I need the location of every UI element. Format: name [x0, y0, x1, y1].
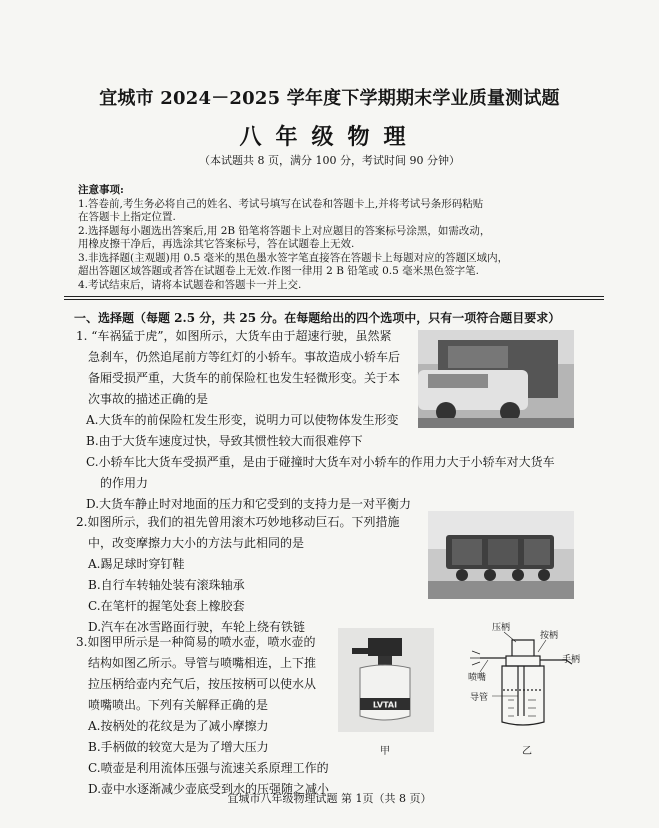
notice-heading: 注意事项: [78, 184, 124, 196]
question-3 [76, 632, 329, 800]
caption-left: 甲 [380, 746, 390, 757]
question-1-line: 备厢受损严重，大货车的前保险杠也发生轻微形变。关于本 [88, 371, 401, 385]
question-1-line: 次事故的描述正确的是 [88, 392, 209, 406]
spray-bottle-photo [338, 628, 434, 732]
divider-top [64, 296, 604, 297]
page-footer: 宜城市八年级物理试题 第 1页（共 8 页） [227, 792, 432, 805]
notice-block [78, 184, 598, 292]
caption-right: 乙 [522, 746, 532, 757]
bottle-brand-text: LVTAI [372, 700, 398, 710]
label-nozzle: 喷嘴 [468, 673, 487, 683]
question-3-option-d: D.壶中水逐渐减少壶底受到水的压强随之减小 [88, 782, 330, 796]
notice-line: 4.考试结束后，请将本试题卷和答题卡一并上交. [78, 278, 302, 291]
notice-line: 用橡皮擦干净后，再选涂其它答案标号，答在试题卷上无效. [78, 238, 355, 250]
notice-line: 3.非选择题(主观题)用 0.5 毫米的黑色墨水签字笔直接答在答题卡上每题对应的答题区域内， [78, 251, 509, 264]
exam-note: （本试题共 8 页，满分 100 分，考试时间 90 分钟） [199, 154, 460, 167]
question-1-line: 急刹车，仍然追尾前方等红灯的小轿车。事故造成小轿车后 [88, 350, 401, 364]
question-2-option-d: D.汽车在冰雪路面行驶，车轮上绕有铁链 [88, 620, 306, 634]
question-3-option-b: B.手柄做的较宽大是为了增大压力 [88, 740, 269, 754]
question-2-option-a: A.踢足球时穿钉鞋 [88, 557, 185, 571]
label-button-handle: 按柄 [540, 631, 559, 641]
truck-crash-photo [418, 330, 574, 428]
divider-bottom [64, 299, 604, 300]
question-3-line: 3.如图甲所示是一种简易的喷水壶，喷水壶的 [76, 635, 316, 649]
label-tube: 导管 [470, 693, 489, 703]
question-3-line: 拉压柄给壶内充气后，按压按柄可以使水从 [88, 677, 317, 691]
notice-line: 在答题卡上指定位置. [78, 211, 176, 223]
question-1-option-c: C.小轿车比大货车受损严重，是由于碰撞时大货车对小轿车的作用力大于小轿车对大货车 [86, 455, 555, 469]
question-3-option-a: A.按柄处的花纹是为了减小摩擦力 [88, 719, 269, 733]
notice-line: 1.答卷前,考生务必将自己的姓名、考试号填写在试卷和答题卡上,并将考试号条形码粘贴 [78, 197, 484, 210]
question-3-option-c: C.喷壶是利用流体压强与流速关系原理工作的 [88, 761, 329, 775]
section-heading: 一、选择题（每题 2.5 分，共 25 分。在每题给出的四个选项中，只有一项符合题目要求） [74, 311, 561, 325]
question-3-line: 喷嘴喷出。下列有关解释正确的是 [88, 698, 269, 712]
exam-subject: 八年级物理 [239, 124, 420, 150]
question-1-option-d: D.大货车静止时对地面的压力和它受到的支持力是一对平衡力 [86, 497, 412, 511]
question-1-option-c-cont: 的作用力 [100, 476, 149, 490]
question-2-line: 中，改变摩擦力大小的方法与此相同的是 [88, 536, 305, 550]
sprayer-structure-diagram [458, 620, 586, 730]
question-1-option-a: A.大货车的前保险杠发生形变，说明力可以使物体发生形变 [86, 413, 399, 427]
label-handle: 手柄 [562, 655, 581, 665]
question-1-option-b: B.由于大货车速度过快，导致其惯性较大而很难停下 [86, 434, 363, 448]
question-3-line: 结构如图乙所示。导管与喷嘴相连，上下推 [88, 656, 317, 670]
notice-line: 2.选择题每小题选出答案后,用 2B 铅笔将答题卡上对应题目的答案标号涂黑，如需改动， [78, 224, 491, 237]
notice-line: 超出答题区域答题或者答在试题卷上无效.作图一律用 2 B 铅笔或 0.5 毫米黑色签字笔. [78, 265, 479, 277]
question-1-line: 1. “车祸猛于虎”，如图所示，大货车由于超速行驶，虽然紧 [76, 329, 392, 343]
question-2-option-c: C.在笔杆的握笔处套上橡胶套 [88, 599, 245, 613]
label-press-handle: 压柄 [492, 623, 511, 633]
question-2-option-b: B.自行车转轴处装有滚珠轴承 [88, 578, 245, 592]
exam-title: 宜城市 2024－2025 学年度下学期期末学业质量测试题 [99, 88, 560, 109]
rolling-logs-photo [428, 511, 574, 599]
question-2-line: 2.如图所示，我们的祖先曾用滚木巧妙地移动巨石。下列措施 [76, 515, 400, 529]
question-2 [76, 512, 399, 638]
